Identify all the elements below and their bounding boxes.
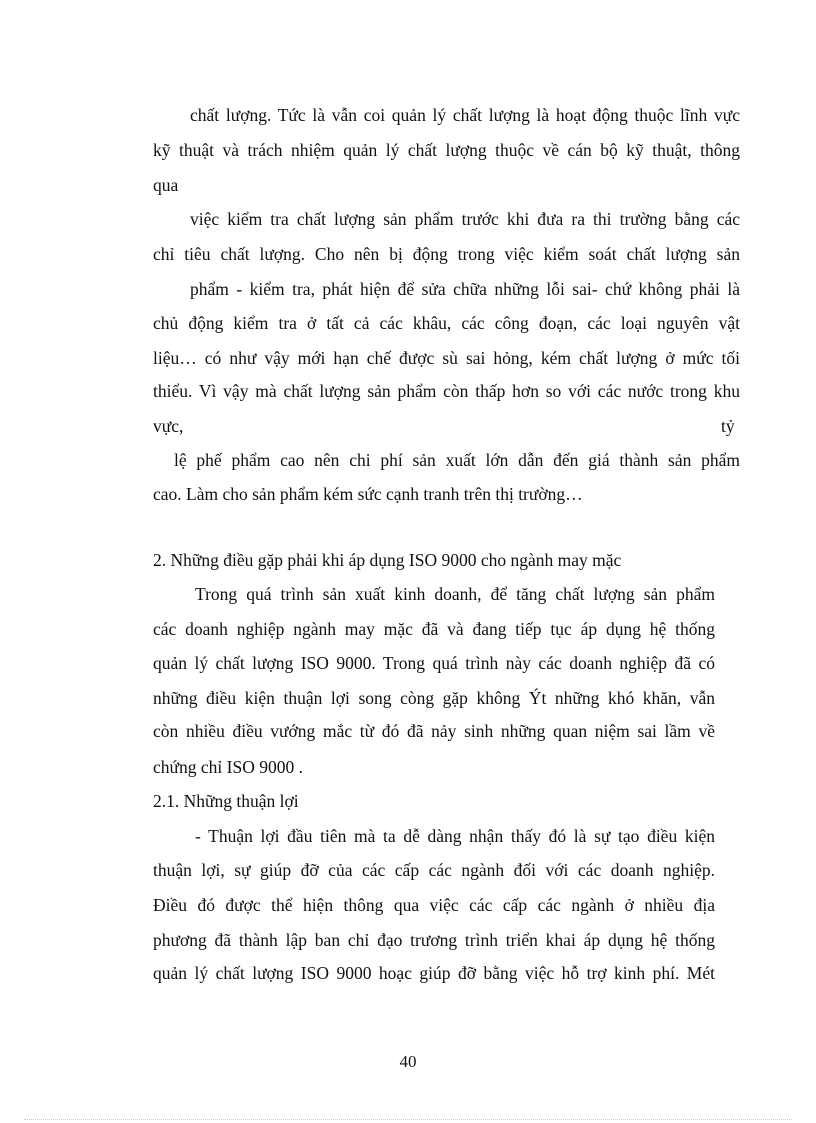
- text-line: những điều kiện thuận lợi song còng gặp không Ýt những khó khăn, vẫn: [153, 688, 715, 708]
- text-line: phẩm - kiểm tra, phát hiện để sửa chữa những lỗi sai- chứ không phải là: [190, 279, 740, 299]
- text-line: chỉ tiêu chất lượng. Cho nên bị động trong việc kiểm soát chất lượng sản: [153, 244, 740, 264]
- text-line: chứng chỉ ISO 9000 .: [153, 757, 303, 777]
- text-line: tỷ: [721, 416, 735, 436]
- text-line: còn nhiều điều vướng mắc từ đó đã nảy sinh những quan niệm sai lầm về: [153, 721, 715, 741]
- text-line: chủ động kiểm tra ở tất cả các khâu, các công đoạn, các loại nguyên vật: [153, 313, 740, 333]
- text-line: Điều đó được thể hiện thông qua việc các cấp các ngành ở nhiều địa: [153, 895, 715, 915]
- text-line: việc kiểm tra chất lượng sản phẩm trước khi đưa ra thi trường bằng các: [190, 209, 740, 229]
- text-line: thuận lợi, sự giúp đỡ của các cấp các ngành đối với các doanh nghiệp.: [153, 860, 715, 880]
- text-line: quản lý chất lượng ISO 9000 hoạc giúp đỡ bằng việc hỗ trợ kinh phí. Mét: [153, 963, 715, 983]
- text-line: - Thuận lợi đầu tiên mà ta dễ dàng nhận thấy đó là sự tạo điều kiện: [195, 826, 715, 846]
- section-heading: 2. Những điều gặp phải khi áp dụng ISO 9000 cho ngành may mặc: [153, 550, 622, 570]
- text-line: quản lý chất lượng ISO 9000. Trong quá trình này các doanh nghiệp đã có: [153, 653, 715, 673]
- text-line: các doanh nghiệp ngành may mặc đã và đang tiếp tục áp dụng hệ thống: [153, 619, 715, 639]
- text-line: cao. Làm cho sản phẩm kém sức cạnh tranh trên thị trường…: [153, 484, 583, 504]
- text-line: liệu… có như vậy mới hạn chế được sù sai hỏng, kém chất lượng ở mức tối: [153, 348, 740, 368]
- text-line: chất lượng. Tức là vẫn coi quản lý chất lượng là hoạt động thuộc lĩnh vực: [190, 105, 740, 125]
- footer-divider: [24, 1119, 792, 1120]
- page-number: 40: [399, 1052, 417, 1071]
- text-line: vực,: [153, 416, 184, 436]
- text-line: thiểu. Vì vậy mà chất lượng sản phẩm còn thấp hơn so với các nước trong khu: [153, 381, 740, 401]
- text-line: phương đã thành lập ban chỉ đạo trương trình triển khai áp dụng hệ thống: [153, 930, 715, 950]
- text-line: lệ phế phẩm cao nên chi phí sản xuất lớn dẫn đến giá thành sản phẩm: [174, 450, 740, 470]
- subsection-heading: 2.1. Những thuận lợi: [153, 791, 299, 811]
- text-line: kỹ thuật và trách nhiệm quản lý chất lượng thuộc về cán bộ kỹ thuật, thông: [153, 140, 740, 160]
- text-line: qua: [153, 175, 179, 195]
- text-line: Trong quá trình sản xuất kinh doanh, để tăng chất lượng sản phẩm: [195, 584, 715, 604]
